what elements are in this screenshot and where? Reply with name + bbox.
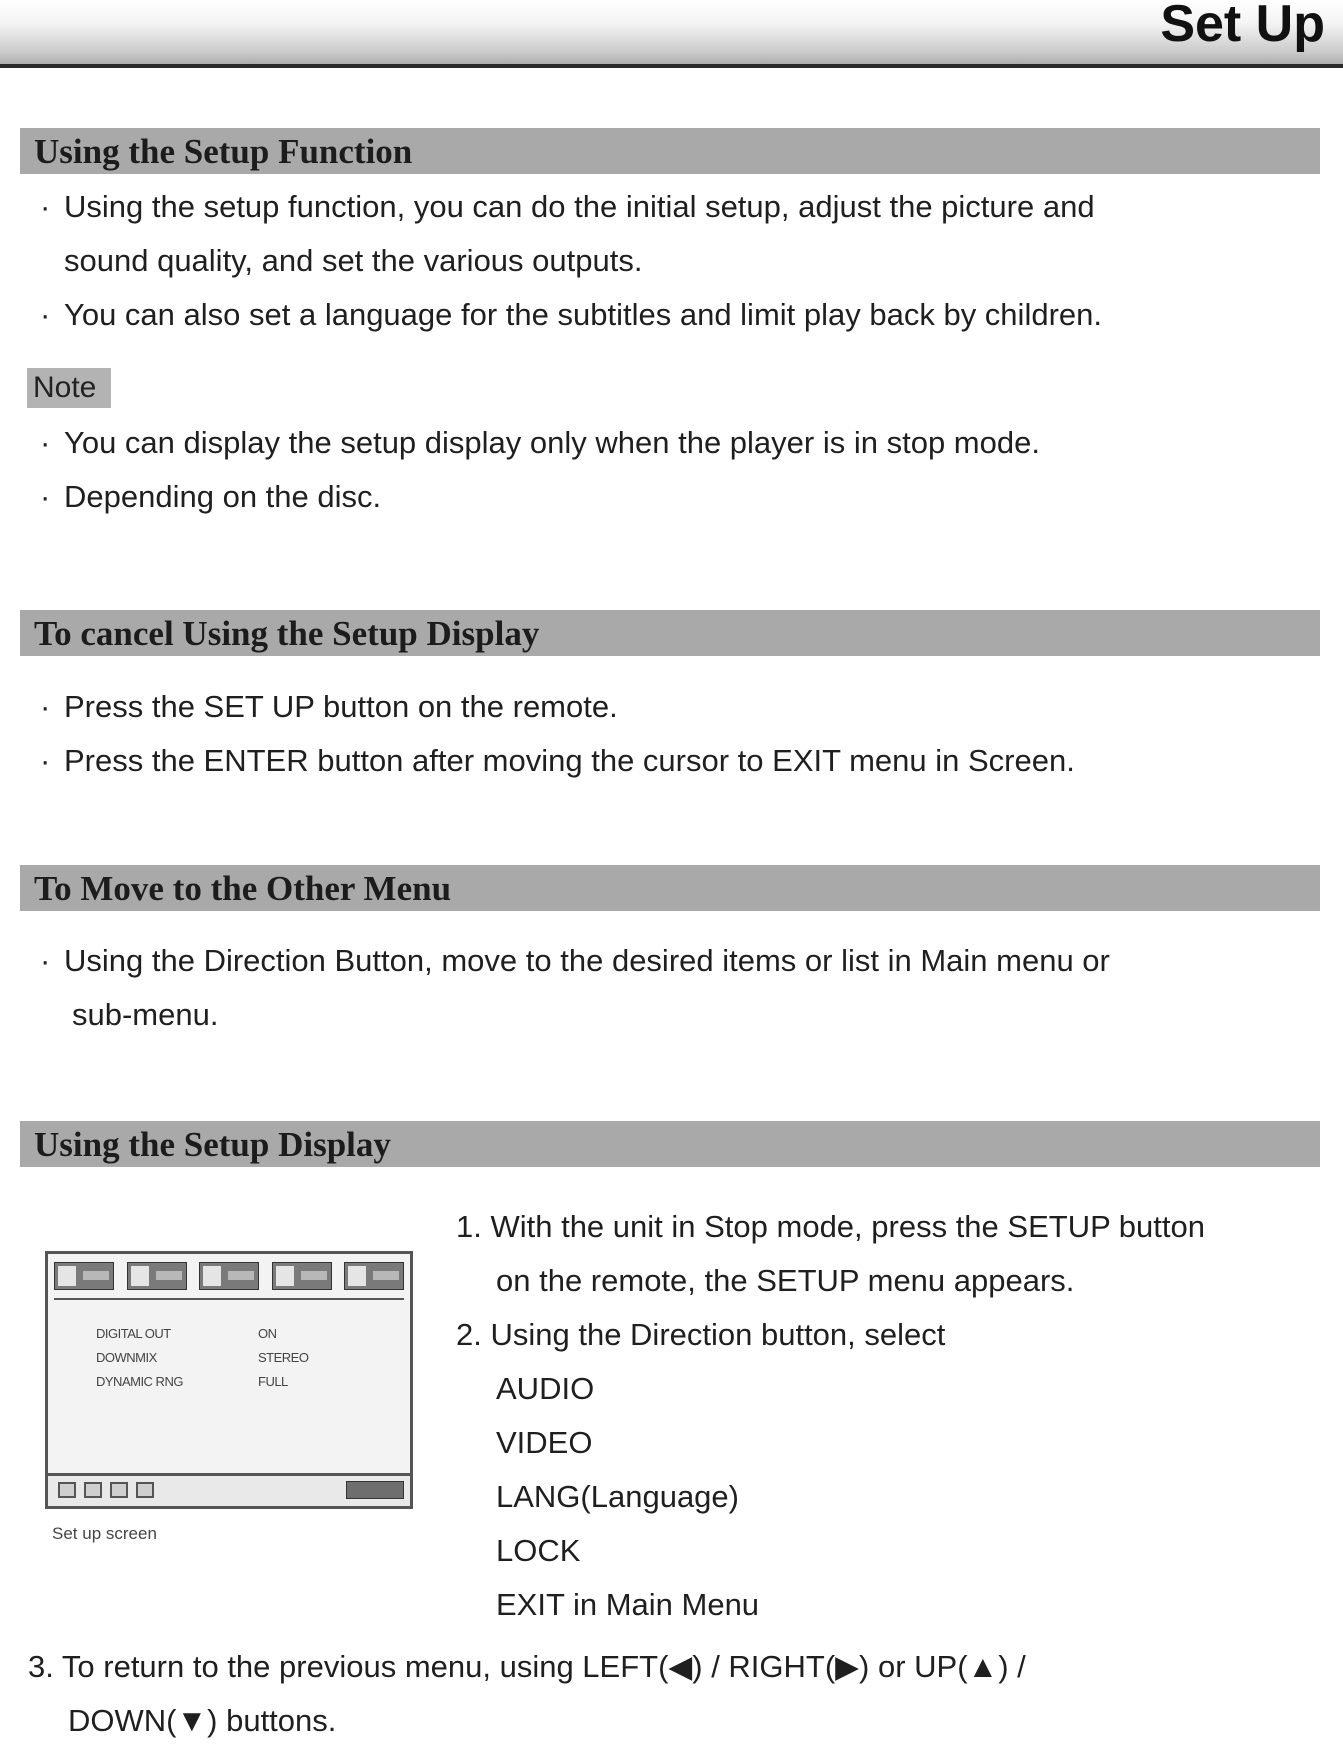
bullet-dot: · xyxy=(40,297,51,332)
section-heading-cancel xyxy=(20,610,1320,656)
note-item xyxy=(40,470,381,524)
bullet-item xyxy=(40,180,1095,234)
bullet-text: You can display the setup display only when the player is in stop mode. xyxy=(64,425,1040,460)
exit-button-icon xyxy=(346,1481,404,1499)
section-heading-text: Using the Setup Display xyxy=(34,1125,391,1164)
note-item xyxy=(40,416,1040,470)
section-heading-text: Using the Setup Function xyxy=(34,132,413,171)
screen-row-label: DIGITAL OUT xyxy=(96,1326,171,1341)
screen-row-value: FULL xyxy=(258,1374,288,1389)
step-3-line-2: DOWN(▼) buttons. xyxy=(68,1703,337,1738)
bullet-dot: · xyxy=(40,189,51,224)
screen-caption: Set up screen xyxy=(52,1524,157,1543)
bullet-text: Press the ENTER button after moving the cursor to EXIT menu in Screen. xyxy=(64,743,1075,778)
note-label xyxy=(27,368,111,408)
bullet-dot: · xyxy=(40,943,51,978)
screen-row-label: DYNAMIC RNG xyxy=(96,1374,183,1389)
step-1-line-1: 1. With the unit in Stop mode, press the SETUP button xyxy=(456,1209,1205,1244)
bullet-dot: · xyxy=(40,479,51,514)
bullet-text: Using the Direction Button, move to the desired items or list in Main menu or xyxy=(64,943,1110,978)
nav-button-icon xyxy=(110,1482,128,1498)
nav-button-icon xyxy=(58,1482,76,1498)
nav-button-icon xyxy=(84,1482,102,1498)
video-tab-icon xyxy=(127,1262,187,1290)
exit-tab-icon xyxy=(344,1262,404,1290)
lock-tab-icon xyxy=(272,1262,332,1290)
bullet-dot: · xyxy=(40,743,51,778)
note-label-text: Note xyxy=(33,371,97,404)
screen-tab-bar xyxy=(54,1262,404,1292)
audio-tab-icon xyxy=(54,1262,114,1290)
bullet-item xyxy=(40,734,1075,788)
section-heading-other-menu xyxy=(20,865,1320,911)
section-heading-text: To Move to the Other Menu xyxy=(34,869,452,908)
header-band xyxy=(0,0,1343,66)
option-lock: LOCK xyxy=(496,1533,581,1568)
step-2: 2. Using the Direction button, select xyxy=(456,1317,946,1352)
bullet-continuation: sub-menu. xyxy=(72,997,219,1032)
bullet-dot: · xyxy=(40,689,51,724)
screen-divider xyxy=(54,1298,404,1300)
language-tab-icon xyxy=(199,1262,259,1290)
section-heading-setup-function xyxy=(20,128,1320,174)
screen-row-value: ON xyxy=(258,1326,277,1341)
screen-footer xyxy=(48,1473,410,1506)
page-title: Set Up xyxy=(1160,0,1325,53)
bullet-dot: · xyxy=(40,425,51,460)
option-video: VIDEO xyxy=(496,1425,593,1460)
nav-button-icon xyxy=(136,1482,154,1498)
step-1-line-2: on the remote, the SETUP menu appears. xyxy=(496,1263,1075,1298)
bullet-text: Press the SET UP button on the remote. xyxy=(64,689,618,724)
section-heading-setup-display xyxy=(20,1121,1320,1167)
setup-screen-illustration xyxy=(45,1251,413,1509)
option-audio: AUDIO xyxy=(496,1371,595,1406)
header-rule xyxy=(0,64,1343,68)
bullet-item xyxy=(40,680,618,734)
screen-row-label: DOWNMIX xyxy=(96,1350,157,1365)
screen-row-value: STEREO xyxy=(258,1350,309,1365)
bullet-item xyxy=(40,288,1102,342)
section-heading-text: To cancel Using the Setup Display xyxy=(34,614,540,653)
bullet-item xyxy=(40,934,1110,988)
option-exit: EXIT in Main Menu xyxy=(496,1587,760,1622)
bullet-text: You can also set a language for the subtitles and limit play back by children. xyxy=(64,297,1102,332)
bullet-text: Depending on the disc. xyxy=(64,479,382,514)
bullet-continuation: sound quality, and set the various outputs. xyxy=(64,243,643,278)
step-3-line-1: 3. To return to the previous menu, using LEFT(◀) / RIGHT(▶) or UP(▲) / xyxy=(28,1649,1026,1684)
bullet-text: Using the setup function, you can do the initial setup, adjust the picture and xyxy=(64,189,1095,224)
option-lang: LANG(Language) xyxy=(496,1479,739,1514)
